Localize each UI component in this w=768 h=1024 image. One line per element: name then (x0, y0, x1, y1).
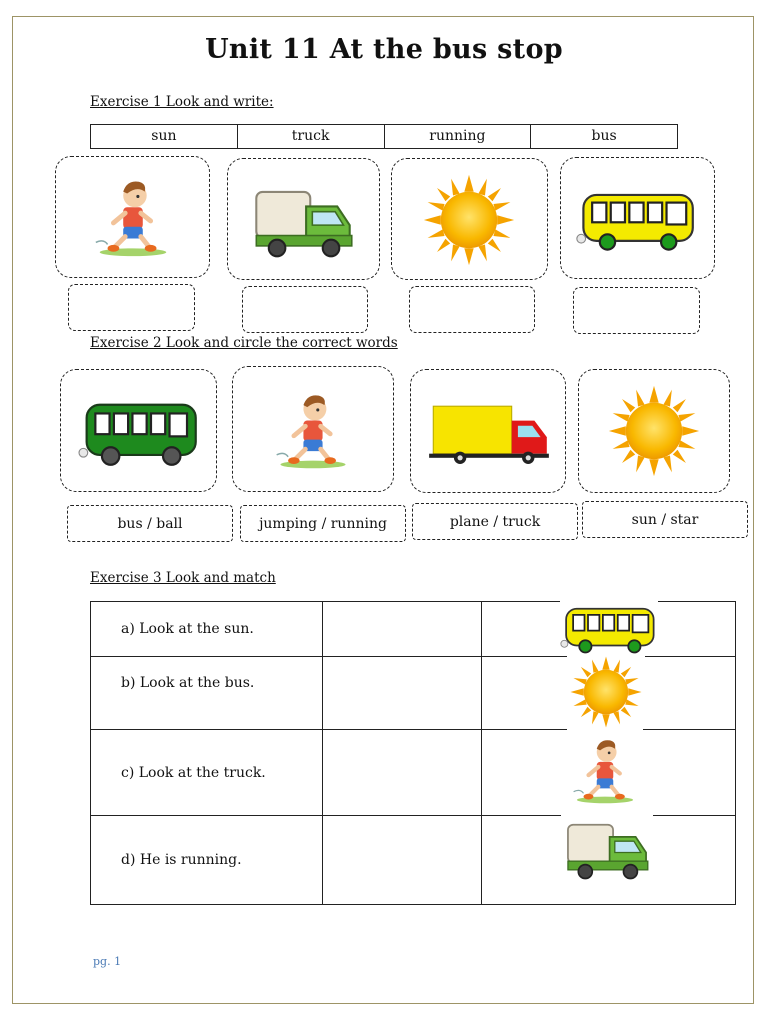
delivery-truck-icon (427, 400, 551, 464)
ex2-picture-frame (578, 369, 730, 493)
word-bank-cell: sun (91, 125, 238, 148)
truck-icon (561, 812, 653, 886)
ex2-picture-frame (410, 369, 566, 493)
match-gap-cell[interactable] (323, 657, 482, 730)
ex1-picture-frame (560, 157, 715, 279)
ex2-choice-box[interactable]: plane / truck (412, 503, 578, 540)
match-gap-cell[interactable] (323, 816, 482, 905)
running-boy-icon (269, 383, 357, 479)
word-bank (90, 124, 678, 149)
exercise-3-heading: Exercise 3 Look and match (90, 570, 276, 586)
exercise-2-heading: Exercise 2 Look and circle the correct words (90, 335, 398, 351)
exercise-1-heading: Exercise 1 Look and write: (90, 94, 274, 110)
running-boy-icon (88, 169, 178, 267)
word-bank-cell: bus (591, 128, 617, 144)
truck-icon (248, 181, 358, 261)
sun-icon (422, 173, 516, 267)
ex2-picture-frame (232, 366, 394, 492)
bus-icon (575, 184, 699, 254)
sentence-cell: c) Look at the truck. (91, 730, 323, 816)
ex1-answer-box[interactable] (242, 286, 368, 333)
ex2-picture-frame (60, 369, 217, 492)
ex1-picture-frame (55, 156, 210, 278)
ex1-picture-frame (227, 158, 380, 280)
sentence-cell: b) Look at the bus. (91, 657, 323, 730)
word-bank-cell: running (385, 125, 532, 148)
ex1-answer-box[interactable] (573, 287, 700, 334)
running-boy-icon (567, 728, 643, 814)
ex1-answer-box[interactable] (68, 284, 195, 331)
ex2-choice-box[interactable]: sun / star (582, 501, 748, 538)
bus-icon (560, 600, 658, 656)
ex2-choice-box[interactable]: jumping / running (240, 505, 406, 542)
green-bus-icon (75, 396, 203, 468)
ex1-answer-box[interactable] (409, 286, 535, 333)
match-gap-cell[interactable] (323, 730, 482, 816)
sun-icon (607, 384, 701, 478)
match-gap-cell[interactable] (323, 602, 482, 657)
sentence-cell: d) He is running. (91, 816, 323, 905)
page-title: Unit 11 At the bus stop (205, 34, 563, 65)
ex2-choice-box[interactable]: bus / ball (67, 505, 233, 542)
page-number: pg. 1 (93, 955, 122, 968)
ex1-picture-frame (391, 158, 548, 280)
word-bank-cell: truck (238, 125, 385, 148)
sentence-cell: a) Look at the sun. (91, 602, 323, 657)
sun-icon (567, 655, 645, 729)
